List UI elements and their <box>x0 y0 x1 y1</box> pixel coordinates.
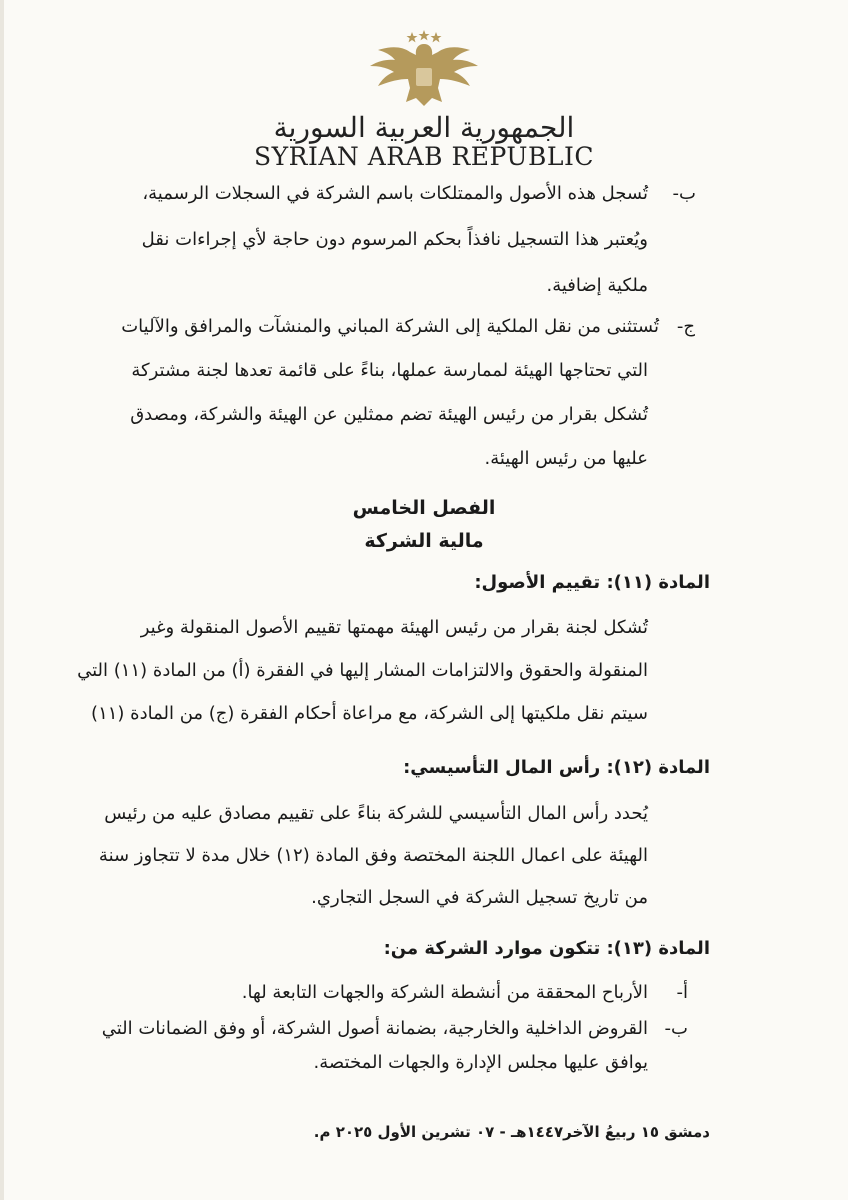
item-b-marker: ب- <box>672 183 696 204</box>
item-b-line-1: تُسجل هذه الأصول والممتلكات باسم الشركة في السجلات الرسمية، <box>142 183 648 204</box>
item-b-line-2: ويُعتبر هذا التسجيل نافذاً بحكم المرسوم دون حاجة لأي إجراءات نقل <box>141 229 648 250</box>
item-c-line-1: تُستثنى من نقل الملكية إلى الشركة المباني والمنشآت والمرافق والآليات <box>121 316 659 337</box>
article-12-line-3: من تاريخ تسجيل الشركة في السجل التجاري. <box>311 887 648 908</box>
item-c-line-3: تُشكل بقرار من رئيس الهيئة تضم ممثلين عن الهيئة والشركة، ومصدق <box>130 404 648 425</box>
eagle-emblem-icon <box>364 28 484 108</box>
article-11-line-2: المنقولة والحقوق والالتزامات المشار إليها في الفقرة (أ) من المادة (١١) التي <box>77 660 648 681</box>
article-13-item-b-line-2: يوافق عليها مجلس الإدارة والجهات المختصة. <box>313 1052 648 1073</box>
article-12-line-1: يُحدد رأس المال التأسيسي للشركة بناءً على تقييم مصادق عليه من رئيس <box>104 803 648 824</box>
article-11-line-3: سيتم نقل ملكيتها إلى الشركة، مع مراعاة أحكام الفقرة (ج) من المادة (١١) <box>91 703 648 724</box>
article-11-heading: المادة (١١): تقييم الأصول: <box>474 572 710 593</box>
item-c-marker: ج- <box>676 316 695 337</box>
chapter-title: الفصل الخامس <box>352 497 496 519</box>
article-13-item-a-marker: أ- <box>676 982 688 1003</box>
state-name-arabic: الجمهورية العربية السورية <box>273 111 575 144</box>
item-c-line-2: التي تحتاجها الهيئة لممارسة عملها، بناءً على قائمة تعدها لجنة مشتركة <box>131 360 648 381</box>
article-13-item-a-line-1: الأرباح المحققة من أنشطة الشركة والجهات التابعة لها. <box>241 982 648 1003</box>
article-12-line-2: الهيئة على اعمال اللجنة المختصة وفق المادة (١٢) خلال مدة لا تتجاوز سنة <box>98 845 648 866</box>
article-13-item-b-marker: ب- <box>664 1018 688 1039</box>
article-13-heading: المادة (١٣): تتكون موارد الشركة من: <box>383 938 710 959</box>
footer-date: دمشق ١٥ ربيعُ الآخر١٤٤٧هـ - ٠٧ تشرين الأول ٢٠٢٥ م. <box>313 1123 710 1141</box>
item-c-line-4: عليها من رئيس الهيئة. <box>484 448 648 469</box>
article-12-heading: المادة (١٢): رأس المال التأسيسي: <box>403 757 710 778</box>
article-11-line-1: تُشكل لجنة بقرار من رئيس الهيئة مهمتها تقييم الأصول المنقولة وغير <box>140 617 648 638</box>
article-13-item-b-line-1: القروض الداخلية والخارجية، بضمانة أصول الشركة، أو وفق الضمانات التي <box>101 1018 648 1039</box>
item-b-line-3: ملكية إضافية. <box>546 275 648 296</box>
state-name-english: SYRIAN ARAB REPUBLIC <box>254 142 594 171</box>
chapter-subtitle: مالية الشركة <box>364 530 484 552</box>
